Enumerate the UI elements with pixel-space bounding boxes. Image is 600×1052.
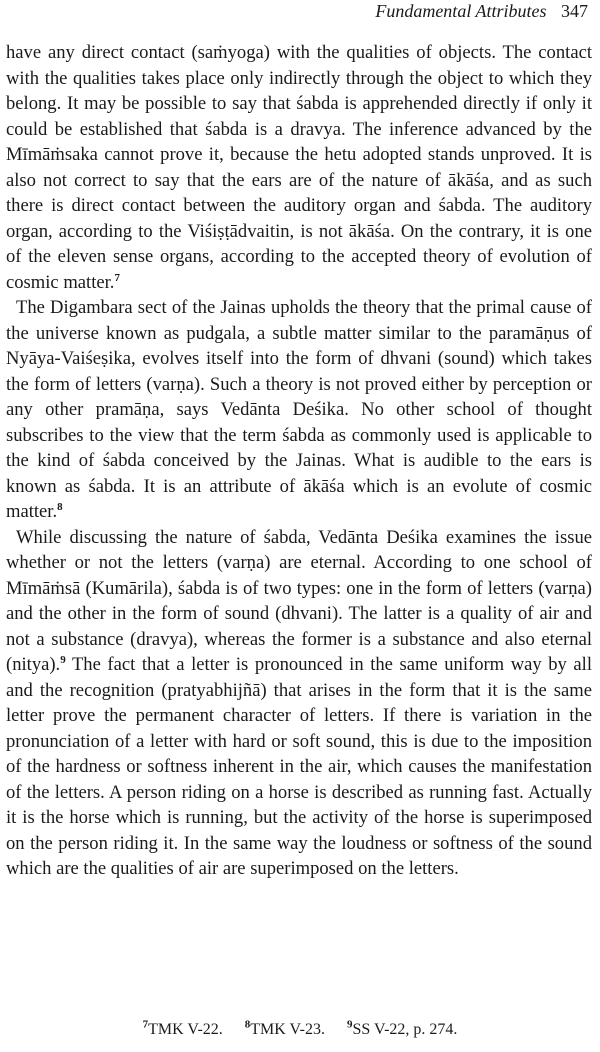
footnote-8-number: 8 [244,1018,251,1031]
running-title: Fundamental Attributes [375,1,547,21]
footnote-9 [346,1018,458,1038]
footnote-7 [142,1018,223,1038]
paragraph-2-text: The Digambara sect of the Jainas upholds the theory that the primal cause of the universe known as pudgala, a subtle matter similar to the paramāṇus of Nyāya-Vaiśeṣika, evolves itself into the form of dhvani (sound) which takes the form of letters (varṇa). Such a theory is not proved either by perception or any other pramāṇa, says Vedānta Deśika. No other school of thought subscribes to the view that the term śabda as commonly used is applicable to the kind of śabda conceived by the Jainas. What is audible to the ears is known as śabda. It is an attribute of ākāśa which is an evolute of cosmic matter. [6,297,592,522]
footnote-9-number: 9 [346,1018,353,1031]
paragraph-3 [6,525,592,882]
paragraph-3-text: While discussing the nature of śabda, Vedānta Deśika examines the issue whether or not the letters (varṇa) are eternal. According to one school of Mīmāṁsā (Kumārila), śabda is of two types: one in the form of letters (varṇa) and the other in the form of sound (dhvani). The latter is a quality of air and not a substance (dravya), whereas the former is a substance and also eternal (nitya). [6,526,592,675]
footnote-7-text: TMK V-22. [148,1021,223,1038]
footnote-ref-7: 7 [114,271,120,284]
paragraph-2 [6,295,592,525]
footnote-8 [244,1018,325,1038]
page-number: 347 [561,1,588,21]
footnote-ref-8: 8 [57,500,63,513]
running-header [375,0,588,22]
footnote-ref-9: 9 [60,653,66,666]
footnote-9-text: SS V-22, p. 274. [352,1021,458,1038]
footnote-7-number: 7 [142,1018,149,1031]
footnotes [0,1019,600,1041]
paragraph-1-text: have any direct contact (saṁyoga) with the qualities of objects. The contact with the qualities takes place only indirectly through the object to which they belong. It may be possible to say that śabda is apprehended directly if only it could be established that śabda is a dravya. The inference advanced by the Mīmāṁsaka cannot prove it, because the hetu adopted stands unproved. It is also not correct to say that the ears are of the nature of ākāśa, and as such there is direct contact between the auditory organ and śabda. The auditory organ, according to the Viśiṣṭādvaitin, is not ākāśa. On the contrary, it is one of the eleven sense organs, according to the accepted theory of evolution of cosmic matter. [6,42,592,293]
footnote-8-text: TMK V-23. [250,1021,325,1038]
paragraph-1 [6,40,592,295]
paragraph-3-continuation: The fact that a letter is pronounced in the same uniform way by all and the recognition (pratyabhijñā) that arises in the form that it is the same letter prove the permanent character of letters. If there is variation in the pronunciation of a letter with hard or soft sound, this is due to the imposition of the hardness or softness inherent in the air, which causes the manifestation of the letters. A person riding on a horse is described as running fast. Actually it is the horse which is running, but the activity of the horse is superimposed on the person riding it. In the same way the loudness or softness of the sound which are the qualities of air are superimposed on the letters. [6,654,592,879]
body-text [6,40,592,882]
